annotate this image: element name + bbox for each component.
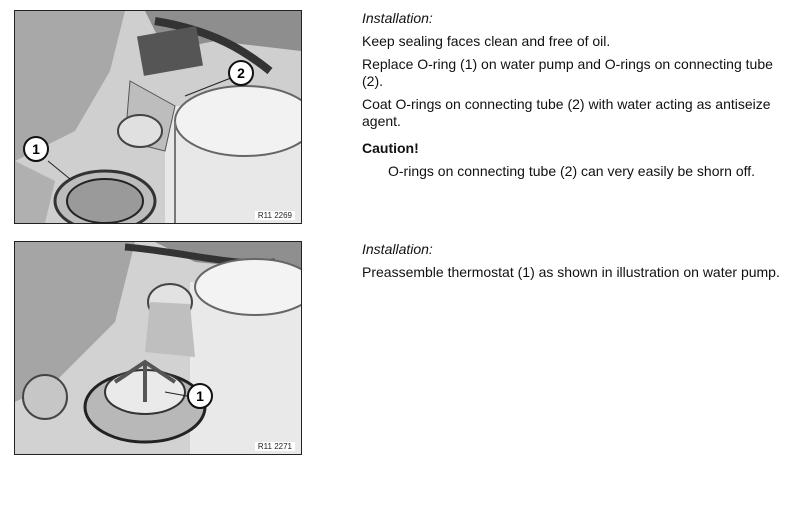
instruction-line: Preassemble thermostat (1) as shown in illustration on water pump.: [362, 264, 780, 280]
engine-illustration-2: [15, 242, 301, 454]
instruction-line: Coat O-rings on connecting tube (2) with water acting as antiseize agent.: [362, 96, 771, 129]
illustration-thermostat: [14, 241, 302, 455]
section-heading: Installation:: [362, 10, 433, 26]
installation-instructions-1: [362, 10, 782, 186]
callout-2: 2: [237, 65, 245, 81]
engine-illustration-1: [15, 11, 301, 223]
instruction-line: Keep sealing faces clean and free of oil.: [362, 33, 611, 49]
instruction-line: Replace O-ring (1) on water pump and O-rings on connecting tube (2).: [362, 56, 773, 89]
installation-instructions-2: [362, 241, 782, 287]
caution-title: Caution!: [362, 140, 419, 156]
image-reference: R11 2271: [255, 442, 295, 451]
callout-1: 1: [32, 141, 40, 157]
section-heading: Installation:: [362, 241, 433, 257]
illustration-water-pump-o-rings: [14, 10, 302, 224]
image-reference: R11 2269: [255, 211, 295, 220]
callout-1: 1: [196, 388, 204, 404]
caution-text: O-rings on connecting tube (2) can very easily be shorn off.: [388, 163, 756, 179]
